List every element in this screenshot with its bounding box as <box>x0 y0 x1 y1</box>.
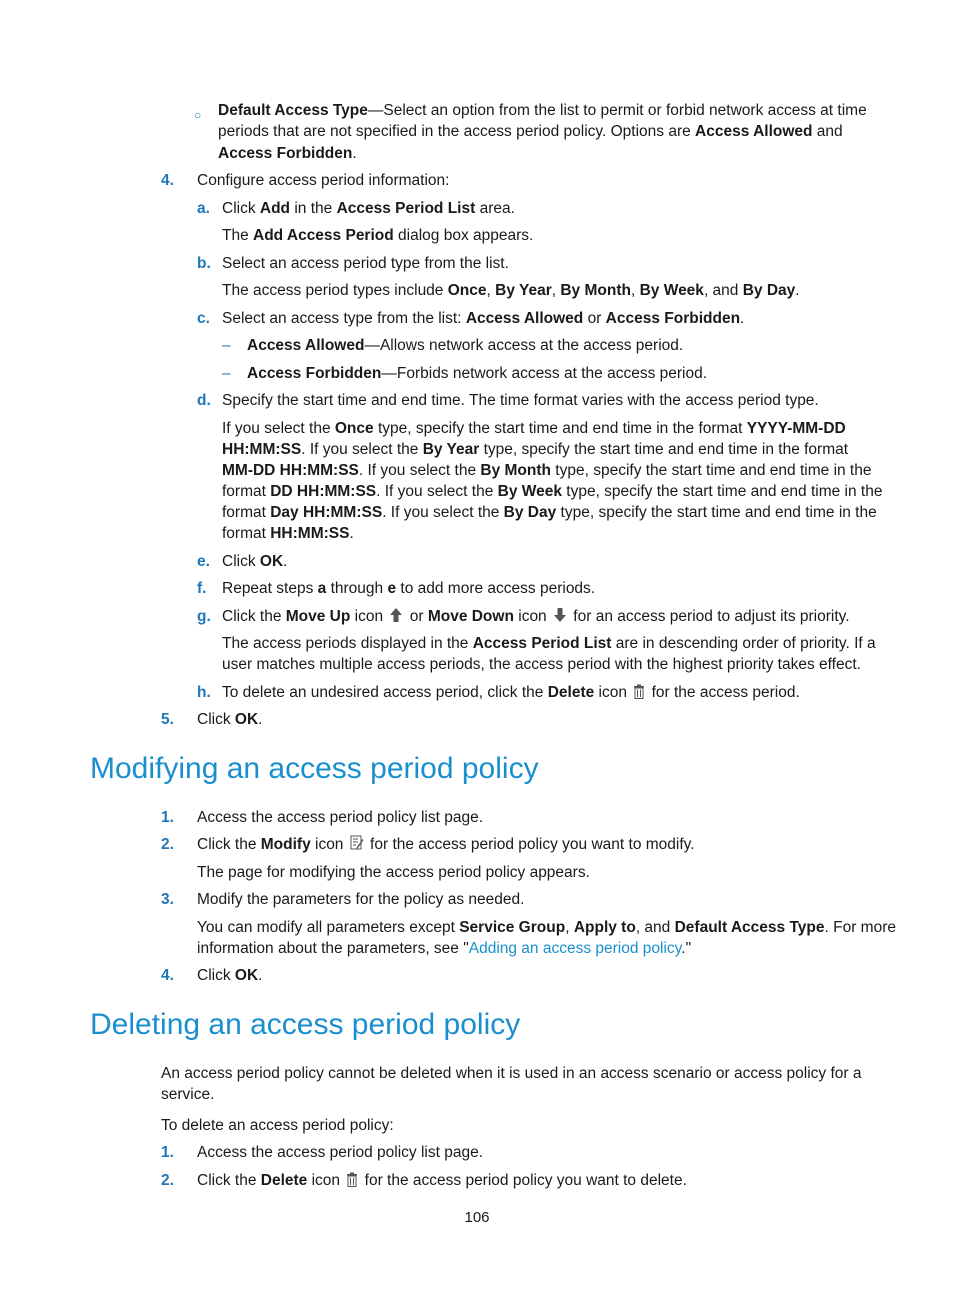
modify-step-1-number: 1. <box>161 809 174 826</box>
bullet-circle-icon: ○ <box>194 108 202 122</box>
substep-f-label: f. <box>197 580 207 597</box>
default-access-line-3 <box>218 143 357 164</box>
text: Click <box>222 200 260 217</box>
substep-g-note-line-2: user matches multiple access periods, the access period with the highest priority takes effect. <box>222 656 861 673</box>
delete-step-2-text <box>197 1170 687 1191</box>
text: type, specify the start time and end time in the format <box>479 441 849 458</box>
term: HH:MM:SS <box>270 525 350 542</box>
delete-paragraph-line-2: service. <box>161 1086 215 1103</box>
default-access-line-2 <box>218 121 843 142</box>
text: . <box>283 553 288 570</box>
term: Once <box>447 282 487 299</box>
text: , and <box>635 919 675 936</box>
text: type, specify the start time and end time in the format <box>373 420 747 437</box>
term: YYYY-MM-DD <box>746 420 846 437</box>
text: Click <box>197 967 235 984</box>
text: . If you select the <box>376 483 498 500</box>
trash-icon <box>633 684 645 699</box>
text: and <box>812 123 843 140</box>
term: Apply to <box>573 919 636 936</box>
term: MM-DD HH:MM:SS <box>222 462 359 479</box>
term-default-access-type: Default Access Type <box>218 102 368 119</box>
dash-bullet: – <box>222 337 231 354</box>
term: By Week <box>497 483 562 500</box>
substep-b-note <box>222 280 800 301</box>
term: Access Period List <box>336 200 476 217</box>
substep-h-text <box>222 682 800 703</box>
term: a <box>317 580 327 597</box>
substep-a-note <box>222 225 533 246</box>
term: Access Forbidden <box>605 310 741 327</box>
text: . <box>258 967 263 984</box>
substep-c-option-forbidden <box>247 363 707 384</box>
text: ." <box>681 940 692 957</box>
modify-step-3-text: Modify the parameters for the policy as needed. <box>197 891 525 908</box>
modify-step-2-note: The page for modifying the access period policy appears. <box>197 864 590 881</box>
text: . If you select the <box>358 462 481 479</box>
text: dialog box appears. <box>393 227 534 244</box>
text: type, specify the start time and end time in the <box>556 504 877 521</box>
term: Modify <box>260 836 311 853</box>
step-4-text: Configure access period information: <box>197 172 450 189</box>
text: To delete an undesired access period, click the <box>222 684 548 701</box>
term: By Year <box>422 441 480 458</box>
substep-d-para-line-5 <box>222 502 877 523</box>
substep-b-text: Select an access period type from the list. <box>222 255 509 272</box>
modify-step-2-text <box>197 834 695 855</box>
text: format <box>222 483 271 500</box>
substep-d-para-line-4 <box>222 481 882 502</box>
text: —Allows network access at the access period. <box>364 337 684 354</box>
substep-h-label: h. <box>197 684 211 701</box>
term: Day HH:MM:SS <box>270 504 383 521</box>
page-number: 106 <box>464 1209 490 1226</box>
term: Add <box>259 200 291 217</box>
substep-b-label: b. <box>197 255 211 272</box>
text: icon <box>594 684 632 701</box>
substep-g-label: g. <box>197 608 211 625</box>
modify-step-2-number: 2. <box>161 836 174 853</box>
text: through <box>326 580 388 597</box>
delete-intro: To delete an access period policy: <box>161 1117 394 1134</box>
text: , <box>565 919 574 936</box>
term: By Month <box>560 282 631 299</box>
text: . <box>349 525 354 542</box>
term: Default Access Type <box>674 919 825 936</box>
modify-step-3-note-line-2 <box>197 938 691 959</box>
term: Delete <box>547 684 595 701</box>
text: Repeat steps <box>222 580 318 597</box>
term: Service Group <box>459 919 566 936</box>
text: . <box>740 310 745 327</box>
term: Delete <box>260 1172 308 1189</box>
text: are in descending order of priority. If a <box>611 635 876 652</box>
step-4-number: 4. <box>161 172 174 189</box>
trash-icon <box>346 1172 358 1187</box>
term: Add Access Period <box>253 227 394 244</box>
text: for the access period. <box>647 684 800 701</box>
term: By Month <box>480 462 551 479</box>
text: . For more <box>824 919 896 936</box>
term: OK <box>234 967 259 984</box>
text: information about the parameters, see " <box>197 940 469 957</box>
term: OK <box>234 711 259 728</box>
heading-deleting: Deleting an access period policy <box>90 1008 521 1041</box>
substep-d-para-line-1 <box>222 418 846 439</box>
text: for the access period policy you want to modify. <box>365 836 695 853</box>
substep-d-para-line-6 <box>222 523 354 544</box>
substep-d-label: d. <box>197 392 211 409</box>
step-5-number: 5. <box>161 711 174 728</box>
default-access-line-1 <box>218 100 867 121</box>
term: Access Allowed <box>695 123 813 140</box>
term: DD HH:MM:SS <box>270 483 377 500</box>
substep-c-option-allowed <box>247 335 683 356</box>
text: , <box>486 282 496 299</box>
modify-step-1-text: Access the access period policy list page. <box>197 809 484 826</box>
text: Click the <box>197 836 261 853</box>
term: Access Allowed <box>465 310 584 327</box>
text: for an access period to adjust its priority. <box>569 608 850 625</box>
text: You can modify all parameters except <box>197 919 460 936</box>
substep-a-text <box>222 198 515 219</box>
heading-modifying: Modifying an access period policy <box>90 752 539 785</box>
dash-bullet: – <box>222 365 231 382</box>
text: type, specify the start time and end time in the <box>550 462 872 479</box>
text: for the access period policy you want to delete. <box>360 1172 687 1189</box>
term: Access Forbidden <box>218 145 353 162</box>
modify-step-3-number: 3. <box>161 891 174 908</box>
text: . <box>352 145 357 162</box>
text: icon <box>310 836 348 853</box>
substep-c-text <box>222 308 744 329</box>
text: or <box>405 608 428 625</box>
text: . <box>795 282 800 299</box>
text: periods that are not specified in the access period policy. Options are <box>218 123 696 140</box>
delete-paragraph-line-1: An access period policy cannot be deleted when it is used in an access scenario or access policy for a <box>161 1065 862 1082</box>
term: Once <box>334 420 374 437</box>
substep-e-label: e. <box>197 553 210 570</box>
term: e <box>387 580 397 597</box>
term: Move Up <box>285 608 351 625</box>
term: Access Period List <box>472 635 612 652</box>
text: format <box>222 525 271 542</box>
text: Click <box>197 711 235 728</box>
modify-step-4-number: 4. <box>161 967 174 984</box>
text: in the <box>290 200 337 217</box>
step-5-text <box>197 709 262 730</box>
text: icon <box>513 608 551 625</box>
text: . If you select the <box>382 504 504 521</box>
text: to add more access periods. <box>396 580 596 597</box>
substep-g-note-line-1 <box>222 633 876 654</box>
term: Access Allowed <box>247 337 365 354</box>
text: Click <box>222 553 260 570</box>
delete-step-2-number: 2. <box>161 1172 174 1189</box>
substep-f-text <box>222 578 595 599</box>
text: If you select the <box>222 420 335 437</box>
text: or <box>583 310 606 327</box>
substep-a-label: a. <box>197 200 210 217</box>
term: Access Forbidden <box>247 365 382 382</box>
text: type, specify the start time and end time in the <box>561 483 883 500</box>
substep-d-para-line-2 <box>222 439 848 460</box>
substep-d-para-line-3 <box>222 460 871 481</box>
substep-c-label: c. <box>197 310 210 327</box>
text: Click the <box>222 608 286 625</box>
text: —Select an option from the list to permit or forbid network access at time <box>367 102 867 119</box>
term: Move Down <box>427 608 514 625</box>
term: HH:MM:SS <box>222 441 302 458</box>
text: The <box>222 227 254 244</box>
text: The access period types include <box>222 282 448 299</box>
text: format <box>222 504 271 521</box>
text: icon <box>307 1172 345 1189</box>
substep-g-text <box>222 606 850 627</box>
text: , and <box>703 282 743 299</box>
term: By Day <box>503 504 557 521</box>
modify-step-4-text <box>197 965 262 986</box>
text: , <box>551 282 561 299</box>
term: By Week <box>639 282 704 299</box>
text: area. <box>475 200 515 217</box>
move-up-arrow-icon <box>389 607 403 623</box>
term: By Day <box>742 282 796 299</box>
term: By Year <box>495 282 552 299</box>
text: —Forbids network access at the access period. <box>381 365 708 382</box>
substep-d-text: Specify the start time and end time. The time format varies with the access period type. <box>222 392 819 409</box>
text: . If you select the <box>301 441 423 458</box>
text: , <box>630 282 640 299</box>
link-adding-access-period-policy[interactable]: Adding an access period policy <box>468 940 682 957</box>
move-down-arrow-icon <box>553 607 567 623</box>
delete-step-1-number: 1. <box>161 1144 174 1161</box>
delete-step-1-text: Access the access period policy list page. <box>197 1144 484 1161</box>
substep-e-text <box>222 551 287 572</box>
modify-edit-icon <box>350 835 364 851</box>
text: Click the <box>197 1172 261 1189</box>
text: Select an access type from the list: <box>222 310 466 327</box>
modify-step-3-note-line-1 <box>197 917 896 938</box>
text: . <box>258 711 263 728</box>
text: The access periods displayed in the <box>222 635 473 652</box>
term: OK <box>259 553 284 570</box>
text: icon <box>350 608 388 625</box>
